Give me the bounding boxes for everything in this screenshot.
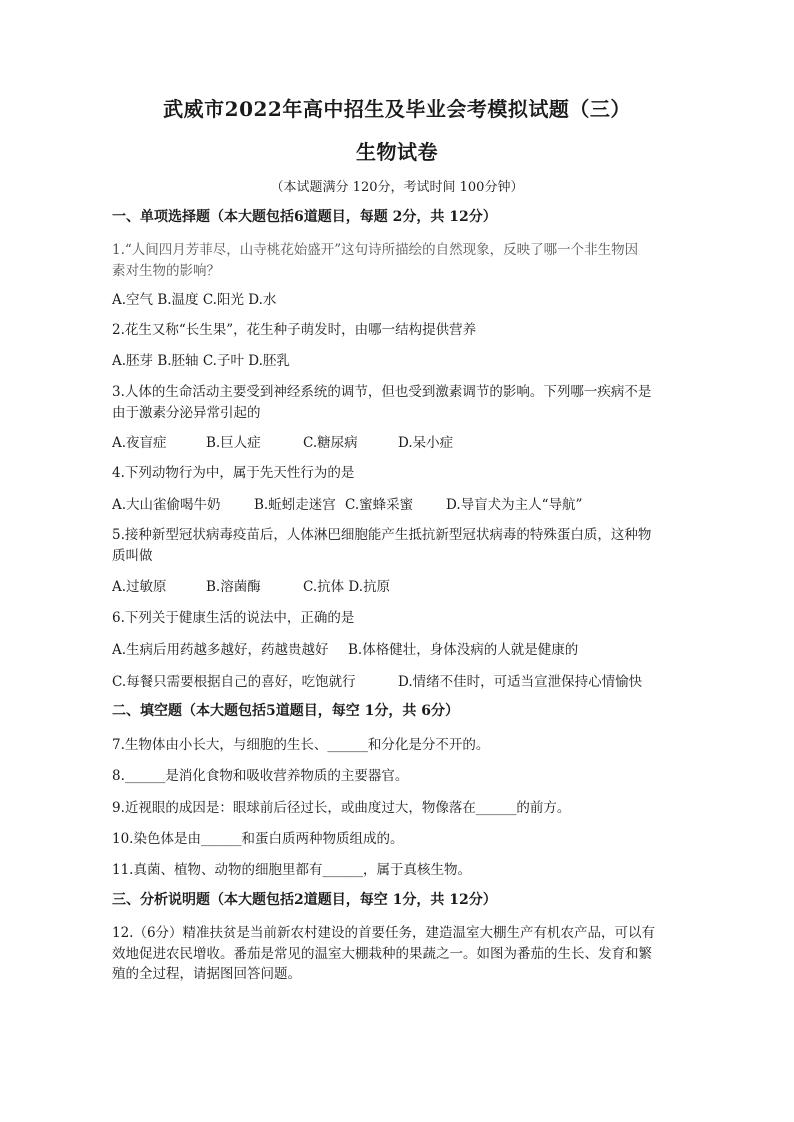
q6-option-d: D.情绪不佳时，可适当宣泄保持心情愉快 [398,674,643,690]
q2-options: A.胚芽 B.胚轴 C.子叶 D.胚乳 [112,353,290,369]
q4-option-c: C.蜜蜂采蜜 [345,497,414,513]
q12-line2: 效地促进农民增收。番茄是常见的温室大棚栽种的果蔬之一。如图为番茄的生长、发育和繁 [112,946,652,962]
q9-text: 9.近视眼的成因是：眼球前后径过长，或曲度过大，物像落在______的前方。 [112,800,571,816]
q5-line1: 5.接种新型冠状病毒疫苗后，人体淋巴细胞能产生抵抗新型冠状病毒的特殊蛋白质，这种物 [112,527,652,543]
q6-option-b: B.体格健壮，身体没病的人就是健康的 [348,642,579,658]
q10-text: 10.染色体是由______和蛋白质两种物质组成的。 [112,831,404,847]
q4-option-a: A.大山雀偷喝牛奶 [112,497,221,513]
q5-option-b: B.溶菌酶 [206,579,261,595]
q11-text: 11.真菌、植物、动物的细胞里都有______，属于真核生物。 [112,862,471,878]
q4-option-b: B.蚯蚓走迷宫 [254,497,336,513]
page-subtitle: 生物试卷 [356,140,438,164]
q3-line1: 3.人体的生命活动主要受到神经系统的调节，但也受到激素调节的影响。下列哪一疾病不是 [112,384,652,400]
page-title: 武威市2022年高中招生及毕业会考模拟试题（三） [163,97,631,121]
q5-option-a: A.过敏原 [112,579,167,595]
q2-text: 2.花生又称“长生果”，花生种子萌发时，由哪一结构提供营养 [112,322,477,338]
q12-line1: 12.（6分）精准扶贫是当前新农村建设的首要任务，建造温室大棚生产有机农产品，可以有 [112,925,656,941]
q5-option-cd: C.抗体 D.抗原 [303,579,391,595]
exam-note: （本试题满分 120分，考试时间 100分钟） [270,180,524,195]
q1-options: A.空气 B.温度 C.阳光 D.水 [112,292,277,308]
q3-option-d: D.呆小症 [398,435,454,451]
q4-option-d: D.导盲犬为主人“导航” [446,497,583,513]
section1-header: 一、单项选择题（本大题包括6道题目，每题 2分，共 12分） [112,209,497,225]
section2-header: 二、填空题（本大题包括5道题目，每空 1分，共 6分） [112,703,459,719]
section3-header: 三、分析说明题（本大题包括2道题目，每空 1分，共 12分） [112,892,497,908]
q4-text: 4.下列动物行为中，属于先天性行为的是 [112,465,355,481]
q1-line1: 1.“人间四月芳菲尽，山寺桃花始盛开”这句诗所描绘的自然现象，反映了哪一个非生物因 [112,242,639,258]
q6-option-c: C.每餐只需要根据自己的喜好，吃饱就行 [112,674,356,690]
q3-option-b: B.巨人症 [206,435,261,451]
q1-line2: 素对生物的影响？ [112,263,220,279]
q6-text: 6.下列关于健康生活的说法中，正确的是 [112,610,355,626]
q7-text: 7.生物体由小长大，与细胞的生长、______和分化是分不开的。 [112,737,490,753]
q8-text: 8.______是消化食物和吸收营养物质的主要器官。 [112,768,409,784]
q3-option-c: C.糖尿病 [303,435,358,451]
q3-line2: 由于激素分泌异常引起的 [112,405,261,421]
q6-option-a: A.生病后用药越多越好，药越贵越好 [112,642,329,658]
q3-option-a: A.夜盲症 [112,435,167,451]
q12-line3: 殖的全过程，请据图回答问题。 [112,966,301,982]
q5-line2: 质叫做 [112,548,153,564]
